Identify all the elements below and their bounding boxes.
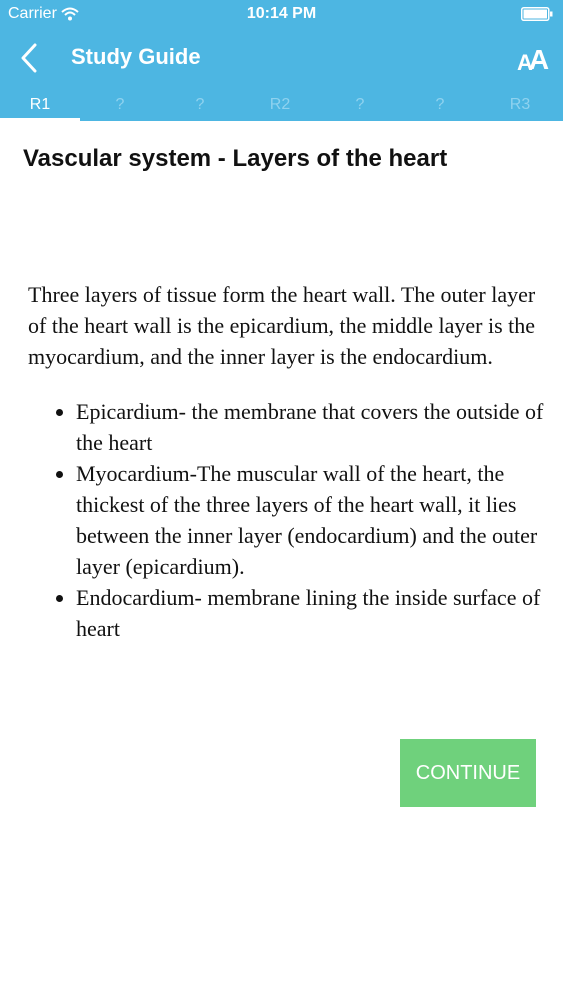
battery-icon [521, 7, 553, 21]
tab-r2[interactable]: R2 [269, 96, 291, 113]
section-tabs [0, 88, 563, 121]
continue-button[interactable]: CONTINUE [400, 739, 536, 807]
page-title: Vascular system - Layers of the heart [23, 145, 448, 172]
study-text [28, 279, 548, 644]
tab-locked-1[interactable]: ? [115, 96, 125, 113]
list-item-endocardium: • Endocardium- membrane lining the inside surface of heart [76, 582, 548, 644]
font-size-small-glyph: A [516, 50, 529, 75]
list-item-epicardium: • Epicardium- the membrane that covers the outside of the heart [76, 396, 548, 458]
tab-locked-2[interactable]: ? [195, 96, 205, 113]
status-time: 10:14 PM [246, 5, 317, 22]
nav-bar [0, 30, 563, 88]
tab-locked-4[interactable]: ? [435, 96, 445, 113]
nav-title: Study Guide [71, 44, 201, 69]
tab-r3[interactable]: R3 [509, 96, 531, 113]
carrier-label: Carrier [8, 5, 57, 22]
list-item-myocardium: • Myocardium-The muscular wall of the heart, the thickest of the three layers of the heart wall, it lies between the inner layer (endocardium) and the outer layer (epicardium). [76, 458, 548, 582]
study-content [0, 121, 563, 1000]
intro-paragraph: Three layers of tissue form the heart wall. The outer layer of the heart wall is the epicardium, the middle layer is the myocardium, and the inner layer is the endocardium. [28, 282, 536, 369]
chevron-left-icon [20, 43, 38, 73]
back-button[interactable] [14, 42, 44, 74]
tab-locked-3[interactable]: ? [355, 96, 365, 113]
top-bar [0, 0, 563, 121]
status-bar [0, 0, 563, 30]
font-size-button[interactable] [509, 42, 553, 76]
layer-list [28, 396, 548, 644]
font-size-large-glyph: A [528, 44, 546, 75]
tab-r1[interactable]: R1 [0, 88, 80, 121]
